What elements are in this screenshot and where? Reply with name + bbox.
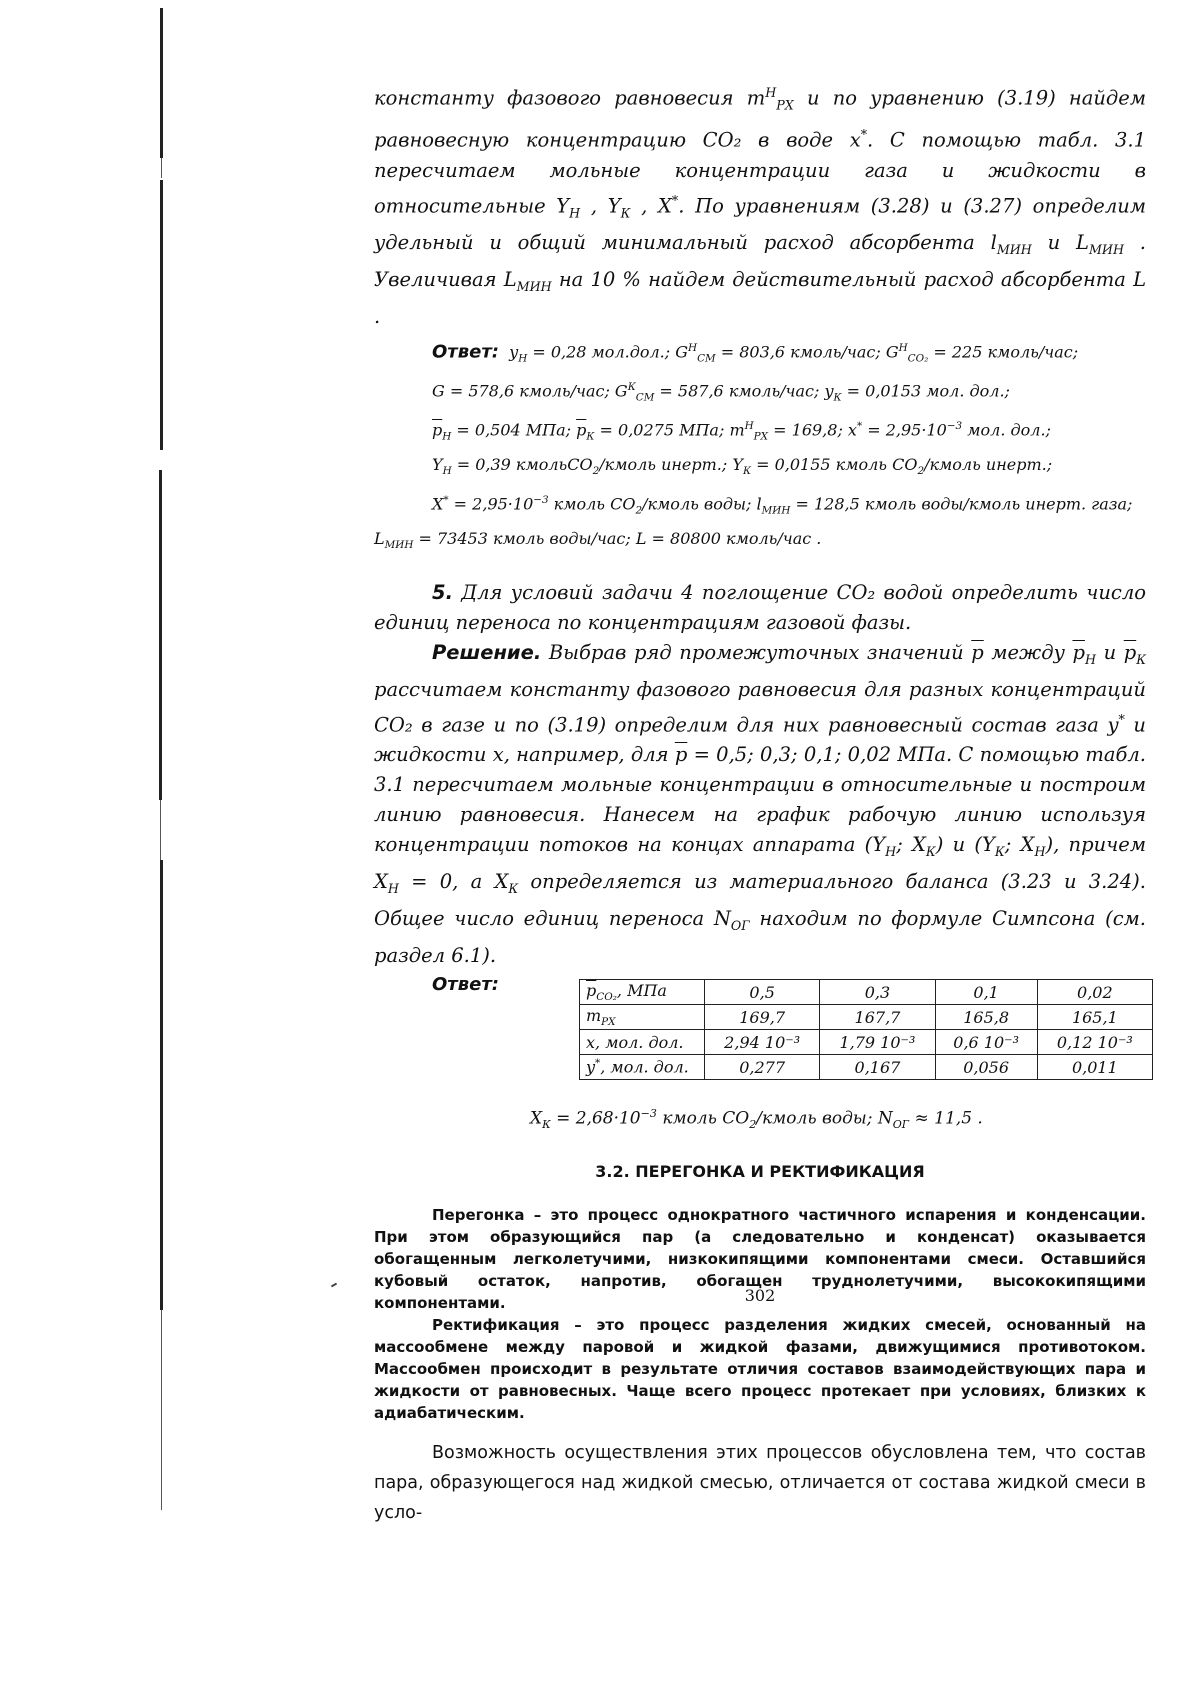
definition-rectification: Ректификация – это процесс разделения жидких смесей, основанный на массообмене между паровой и жидкой фазами, движущимися противотоком. Массообмен происходит в результате отличия составов взаимодействующих пара и жидкости от равновесных. Чаще всего процесс протекает при условиях, близких к адиабатическим. xyxy=(374,1316,1146,1423)
table-row xyxy=(580,1030,1153,1055)
answer4-line6: $L_{МИН} = 73453$ кмоль воды/час; L = 80800 кмоль/час . xyxy=(374,529,822,552)
results-table xyxy=(579,979,1153,1080)
table-cell: 169,7 xyxy=(705,1005,820,1030)
table-cell: 0,5 xyxy=(705,980,820,1005)
binding-edge-line xyxy=(160,800,161,860)
answer4-line5: $X^* = 2,95\cdot 10^{-3}$ кмоль $CO_2$/кмоль воды; $l_{МИН} = 128,5$ кмоль воды/кмоль инерт. газа; xyxy=(432,494,1133,517)
table-cell: 0,02 xyxy=(1037,980,1152,1005)
table-cell: 1,79 10⁻³ xyxy=(820,1030,935,1055)
answer4-line1: Ответ: $y_Н = 0,28$ мол.дол.; $G^Н_{СМ} = 803,6$ кмоль/час; $G^Н_{CO_2} = 225$ кмоль/час; xyxy=(432,341,1079,365)
section-title: 3.2. ПЕРЕГОНКА И РЕКТИФИКАЦИЯ xyxy=(595,1162,925,1182)
answer4-line4: $Y_Н = 0,39$ кмольCO$_2$/кмоль инерт.; $Y_К = 0,0155$ кмоль $CO_2$/кмоль инерт.; xyxy=(432,455,1053,478)
page-content xyxy=(374,78,1146,1528)
answer4-line3: $\overline{p}_Н = 0,504$ МПа; $\overline{p}_К = 0,0275$ МПа; $m^Н_{РХ} = 169,8$; $x^* = 2,95\cdot 10^{-3}$ мол. дол.; xyxy=(432,420,1051,443)
table-row-header: y*, мол. дол. xyxy=(580,1055,705,1080)
binding-edge-line xyxy=(161,1310,162,1510)
table-row-header: $\overline{p}_{CO_2}$, МПа xyxy=(580,980,705,1005)
table-cell: 0,12 10⁻³ xyxy=(1037,1030,1152,1055)
task5-statement: 5. Для условий задачи 4 поглощение CO₂ водой определить число единиц переноса по концентрациям газовой фазы. xyxy=(374,581,1146,635)
binding-edge-line xyxy=(161,158,162,178)
table-cell: 0,011 xyxy=(1037,1055,1152,1080)
table-row-header: x, мол. дол. xyxy=(580,1030,705,1055)
table-cell: 165,1 xyxy=(1037,1005,1152,1030)
answer-label: Ответ: xyxy=(432,974,499,996)
answer5-result: $X_К = 2,68\cdot 10^{-3}$ кмоль $CO_2$/кмоль воды; $N_{ОГ} \approx 11,5$ . xyxy=(530,1107,983,1132)
body-paragraph: Возможность осуществления этих процессов обусловлена тем, что состав пара, образующегося над жидкой смесью, отличается от состава жидкой смеси в усло- xyxy=(374,1443,1146,1524)
answer-label: Ответ: xyxy=(432,341,499,363)
solution5: Решение. Выбрав ряд промежуточных значений $\overline{p}$ между $\overline{p}_Н$ и $\overline{p}_К$ рассчитаем константу фазового равновесия для разных концентраций CO₂ в газе и по (3.19) определим для них равновесный состав газа y* и жидкости x, например, для $\overline{p} = 0,5$; 0,3; 0,1; 0,02 МПа. С помощью табл. 3.1 пересчитаем мольные концентрации в относительные и построим линию равновесия. Нанесем на график рабочую линию используя концентрации потоков на концах аппарата ($Y_Н$; $X_К$) и ($Y_К$; $X_Н$), причем $X_Н = 0$, а $X_К$ определяется из материального баланса (3.23 и 3.24). Общее число единиц переноса $N_{ОГ}$ находим по формуле Симпсона (см. раздел 6.1). xyxy=(374,641,1147,968)
solution-label: Решение. xyxy=(432,641,542,665)
table-cell: 165,8 xyxy=(935,1005,1037,1030)
binding-edge-line xyxy=(159,470,162,800)
scan-speck xyxy=(331,1283,337,1288)
binding-edge-line xyxy=(160,180,163,450)
definition-distillation: Перегонка – это процесс однократного частичного испарения и конденсации. При этом образующийся пар (а следовательно и конденсат) оказывается обогащенным легколетучими, низкокипящими компонентами смеси. Оставшийся кубовый остаток, напротив, обогащен труднолетучими, высококипящими компонентами. xyxy=(374,1206,1146,1313)
table-row xyxy=(580,1055,1153,1080)
answer4-line2: G = 578,6 кмоль/час; $G^К_{СМ} = 587,6$ кмоль/час; $y_К = 0,0153$ мол. дол.; xyxy=(432,381,1010,404)
table-cell: 0,3 xyxy=(820,980,935,1005)
answer5-block xyxy=(374,973,1146,1101)
table-cell: 0,167 xyxy=(820,1055,935,1080)
table-cell: 0,056 xyxy=(935,1055,1037,1080)
table-cell: 0,277 xyxy=(705,1055,820,1080)
table-cell: 0,1 xyxy=(935,980,1037,1005)
binding-edge-line xyxy=(160,8,163,158)
table-row xyxy=(580,1005,1153,1030)
table-cell: 0,6 10⁻³ xyxy=(935,1030,1037,1055)
table-cell: 2,94 10⁻³ xyxy=(705,1030,820,1055)
page-number: 302 xyxy=(744,1286,776,1305)
continued-paragraph: константу фазового равновесия $m^Н_{РХ}$ и по уравнению (3.19) найдем равновесную концентрацию CO₂ в воде x*. С помощью табл. 3.1 пересчитаем мольные концентрации газа и жидкости в относительные $Y_Н$ , $Y_К$ , X*. По уравнениям (3.28) и (3.27) определим удельный и общий минимальный расход абсорбента $l_{МИН}$ и $L_{МИН}$ . Увеличивая $L_{МИН}$ на 10 % найдем действительный расход абсорбента L . xyxy=(374,85,1147,329)
table-cell: 167,7 xyxy=(820,1005,935,1030)
table-row xyxy=(580,980,1153,1005)
table-row-header: $m_{РХ}$ xyxy=(580,1005,705,1030)
binding-edge-line xyxy=(160,860,163,1310)
